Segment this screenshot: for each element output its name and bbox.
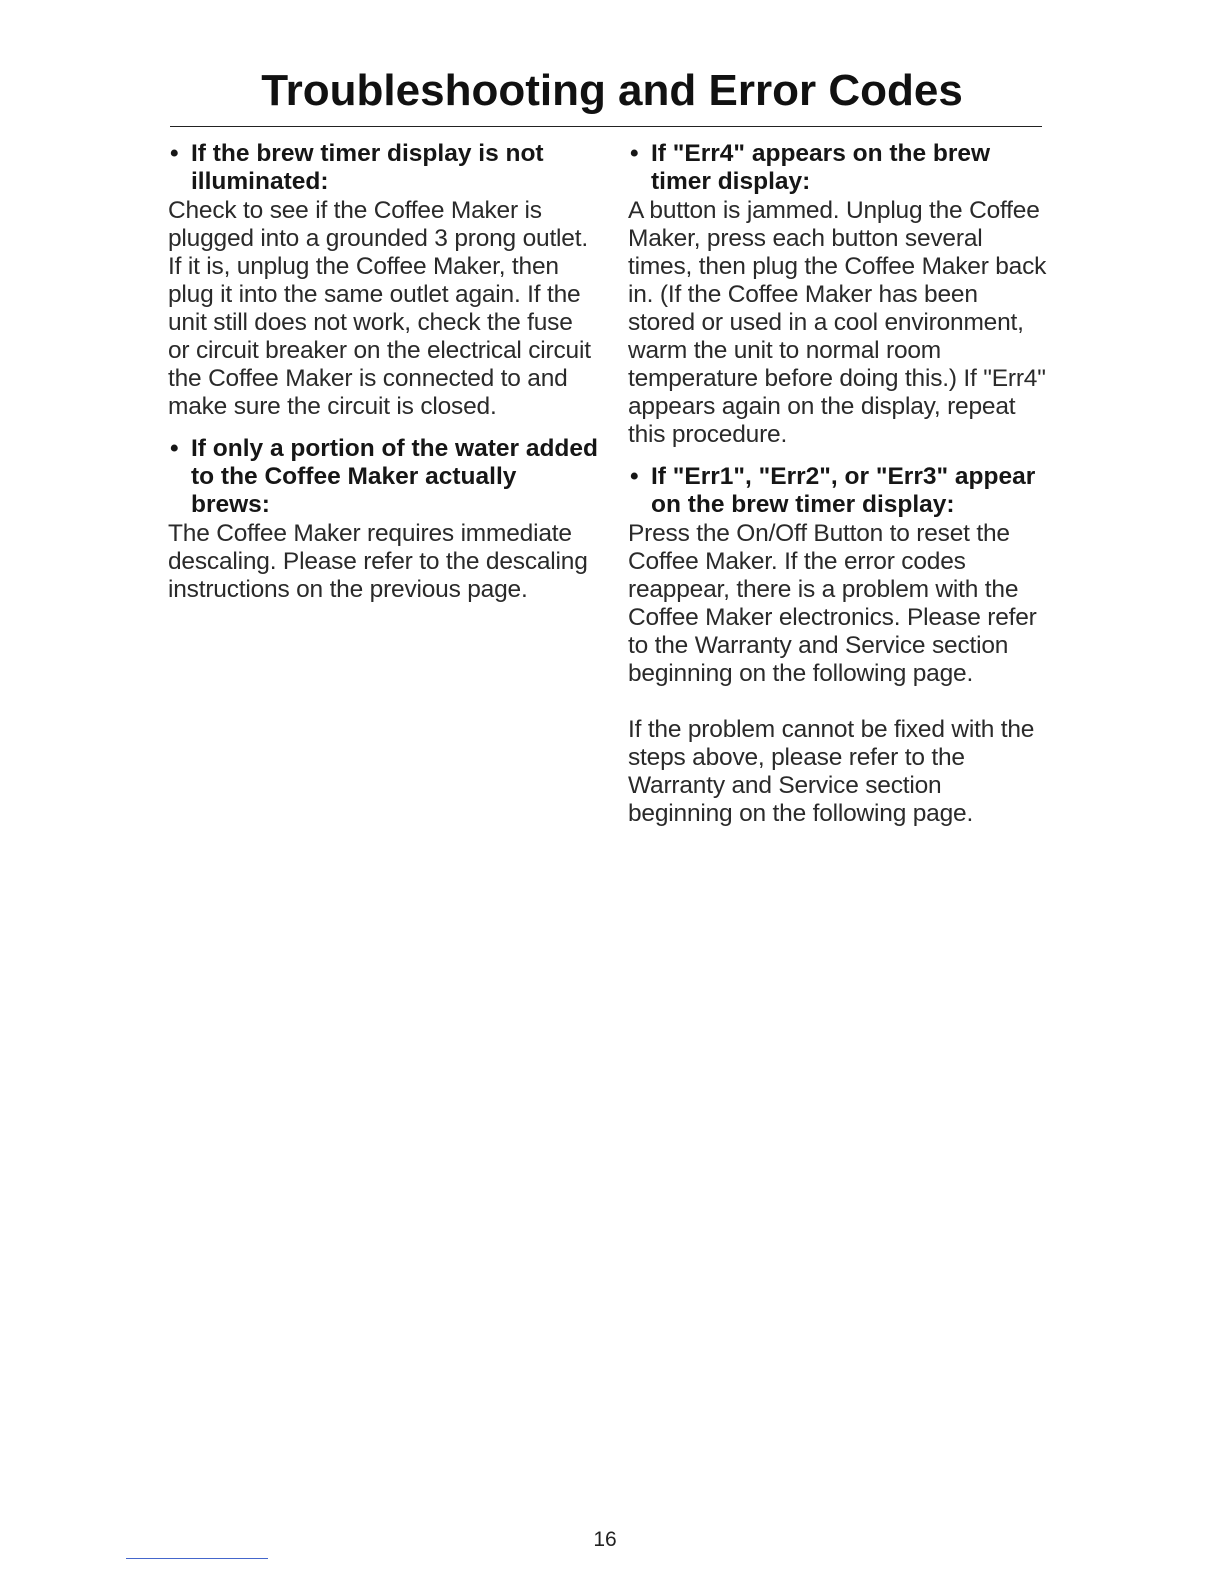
title-divider — [170, 126, 1042, 127]
section-body: The Coffee Maker requires immediate descaling. Please refer to the descaling instructions on the previous page. — [168, 520, 588, 603]
section-heading-text: If "Err1", "Err2", or "Err3" appear on the brew timer display: — [651, 463, 1036, 518]
section-body: Check to see if the Coffee Maker is plugged into a grounded 3 prong outlet. If it is, unplug the Coffee Maker, then plug it into the same outlet again. If the unit still does not work, check the fuse or circuit breaker on the electrical circuit the Coffee Maker is connected to and make sure the circuit is closed. — [168, 197, 591, 420]
section-heading-text: If "Err4" appears on the brew timer display: — [651, 140, 991, 195]
section-heading-text: If only a portion of the water added to the Coffee Maker actually brews: — [191, 435, 598, 518]
section-body: A button is jammed. Unplug the Coffee Maker, press each button several times, then plug the Coffee Maker back in. (If the Coffee Maker has been stored or used in a cool environment, warm the unit to normal room temperature before doing this.) If "Err4" appears again on the display, repeat this procedure. — [628, 197, 1047, 448]
bullet-icon: • — [170, 140, 179, 167]
troubleshooting-item — [168, 435, 598, 604]
section-body: Press the On/Off Button to reset the Coffee Maker. If the error codes reappear, there is a problem with the Coffee Maker electronics. Please refer to the Warranty and Service section beginning on the following page. — [628, 520, 1037, 687]
bullet-icon: • — [630, 140, 639, 167]
bullet-icon: • — [630, 463, 639, 490]
section-heading — [628, 140, 1048, 196]
closing-note: If the problem cannot be fixed with the steps above, please refer to the Warranty and Service section beginning on the following page. — [628, 716, 1035, 827]
section-heading-text: If the brew timer display is not illuminated: — [191, 140, 544, 195]
section-heading — [168, 435, 598, 519]
section-heading — [628, 463, 1048, 519]
troubleshooting-item — [628, 140, 1048, 449]
troubleshooting-item — [168, 140, 598, 421]
troubleshooting-item — [628, 463, 1048, 688]
section-heading — [168, 140, 598, 196]
page-number: 16 — [593, 1528, 617, 1551]
right-column — [628, 140, 1048, 828]
bullet-icon: • — [170, 435, 179, 462]
left-column — [168, 140, 598, 604]
page-title: Troubleshooting and Error Codes — [261, 66, 963, 115]
footer-divider — [126, 1558, 268, 1559]
